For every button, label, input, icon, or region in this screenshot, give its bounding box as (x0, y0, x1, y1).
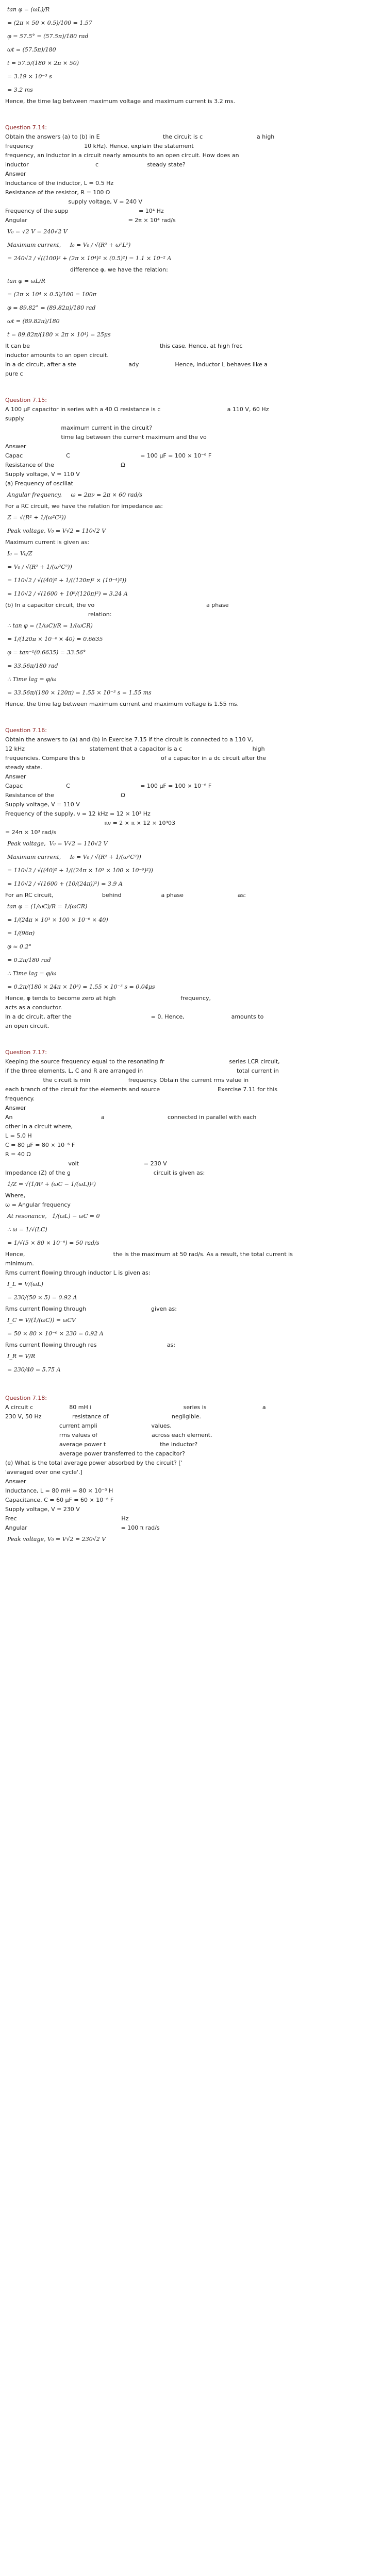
text-line: Supply voltage, V = 110 V (5, 801, 80, 808)
text-line: frequencies. Compare this b of a capacitor in a dc circuit after the (5, 755, 267, 761)
text-line: if the three elements, L, C and R are arranged in total current in (5, 1067, 279, 1074)
text-line: In a dc circuit, after a ste ady Hence, inductor L behaves like a (5, 361, 268, 368)
spacer (5, 1382, 360, 1387)
text-line: = 24π × 10³ rad/s (5, 829, 57, 836)
equation: I_R = V/R (7, 1353, 36, 1360)
equation: φ = 89.82° = (89.82π)/180 rad (7, 304, 96, 311)
text-line: difference φ, we have the relation: (5, 266, 168, 273)
text-line: relation: (5, 611, 112, 618)
text-line: Hence, the time lag between maximum voltage and maximum current is 3.2 ms. (5, 98, 236, 105)
text-line: R = 40 Ω (5, 1151, 31, 1158)
text-line: Angular = 100 π rad/s (5, 1524, 160, 1531)
equation: V₀ = √2 V = 240√2 V (7, 228, 68, 235)
equation: = 1/(96π) (7, 930, 35, 937)
text-line: each branch of the circuit for the elements and source Exercise 7.11 for this (5, 1086, 277, 1093)
equation: = 3.2 ms (7, 87, 33, 93)
equation: t = 57.5/(180 × 2π × 50) (7, 60, 79, 66)
text-line: Answer (5, 443, 26, 450)
text-line: frequency 10 kHz). Hence, explain the statement (5, 143, 194, 149)
text-line: Frequency of the supply, ν = 12 kHz = 12 × 10³ Hz (5, 810, 151, 817)
text-line: Rms current flowing through inductor L is given as: (5, 1269, 151, 1276)
text-line: the circuit is min frequency. Obtain the current rms value in (5, 1077, 249, 1083)
equation: = 110√2 / √((40)² + 1/((120π)² × (10⁻⁴)²)) (7, 577, 127, 584)
equation: = 0.2π/(180 × 24π × 10³) = 1.55 × 10⁻³ s = 0.04μs (7, 984, 155, 990)
text-line: L = 5.0 H (5, 1132, 32, 1139)
text-line: 'averaged over one cycle'.] (5, 1469, 82, 1476)
text-line: ω = Angular frequency (5, 1201, 71, 1208)
question-title: Question 7.16: (5, 727, 47, 734)
equation: = (2π × 10⁴ × 0.5)/100 = 100π (7, 291, 96, 298)
equation: At resonance, 1/(ωL) − ωC = 0 (7, 1213, 100, 1219)
equation: φ ≈ 0.2° (7, 943, 31, 950)
text-line: A circuit c 80 mH i series is a (5, 1404, 266, 1411)
text-line: other in a circuit where, (5, 1123, 73, 1130)
equation: I_C = V/(1/(ωC)) = ωCV (7, 1317, 76, 1324)
equation: ωt = (57.5π)/180 (7, 46, 56, 53)
text-line: frequency, an inductor in a circuit nearly amounts to an open circuit. How does an (5, 152, 239, 159)
equation: = 240√2 / √((100)² + (2π × 10⁴)² × (0.5)²) = 1.1 × 10⁻² A (7, 255, 172, 262)
equation: ∴ ω = 1/√(LC) (7, 1226, 47, 1233)
equation: = 230/(50 × 5) = 0.92 A (7, 1294, 77, 1301)
text-line: Frequency of the supp = 10⁴ Hz (5, 208, 164, 214)
text-line: an open circuit. (5, 1023, 49, 1029)
spacer (5, 715, 360, 720)
text-line: Hence, the time lag between maximum current and maximum voltage is 1.55 ms. (5, 701, 239, 707)
equation: φ = tan⁻¹(0.6635) = 33.56° (7, 649, 86, 656)
text-line: C = 80 μF = 80 × 10⁻⁶ F (5, 1142, 75, 1148)
spacer (5, 112, 360, 117)
text-line: volt = 230 V (5, 1160, 167, 1167)
equation: ∴ tan φ = (1/ωC)/R = 1/(ωCR) (7, 622, 93, 629)
equation: = 230/40 = 5.75 A (7, 1366, 61, 1373)
equation: ∴ Time lag = φ/ω (7, 970, 57, 977)
equation: = 1/(120π × 10⁻⁴ × 40) = 0.6635 (7, 636, 103, 642)
equation: = V₀ / √(R² + 1/(ω²C²)) (7, 564, 72, 570)
equation: I_L = V/(ωL) (7, 1281, 43, 1287)
equation: = 1/√(5 × 80 × 10⁻⁶) = 50 rad/s (7, 1240, 99, 1246)
equation: = 0.2π/180 rad (7, 957, 51, 963)
text-line: A 100 μF capacitor in series with a 40 Ω resistance is c a 110 V, 60 Hz (5, 406, 269, 413)
equation: = 3.19 × 10⁻³ s (7, 73, 52, 80)
equation: Maximum current, I₀ = V₀ / √(R² + 1/(ω²C²)) (7, 854, 141, 860)
text-line: average power t the inductor? (5, 1441, 198, 1448)
text-line: Where, (5, 1192, 26, 1199)
equation: tan φ = (ωL)/R (7, 6, 50, 13)
text-line: Supply voltage, V = 110 V (5, 471, 80, 478)
equation: Peak voltage, V₀ = V√2 = 230√2 V (7, 1536, 106, 1543)
text-line: Maximum current is given as: (5, 539, 90, 546)
text-line: Answer (5, 1478, 26, 1485)
equation: Peak voltage, V₀ = V√2 = 110√2 V (7, 840, 108, 847)
equation: 1/Z = √(1/R² + (ωC − 1/(ωL))²) (7, 1181, 96, 1188)
equation: ωt = (89.82π)/180 (7, 318, 60, 325)
text-line: Answer (5, 1105, 26, 1111)
question-title: Question 7.17: (5, 1049, 47, 1056)
equation: Angular frequency, ω = 2πν = 2π × 60 rad/s (7, 492, 142, 498)
text-line: Capac C = 100 μF = 100 × 10⁻⁶ F (5, 783, 212, 789)
text-line: Inductance of the inductor, L = 0.5 Hz (5, 180, 114, 187)
text-line: It can be this case. Hence, at high frec (5, 343, 243, 349)
equation: = 33.56π/(180 × 120π) = 1.55 × 10⁻³ s = 1.55 ms (7, 689, 152, 696)
text-line: Capac C = 100 μF = 100 × 10⁻⁶ F (5, 452, 212, 459)
equation: tan φ = (1/ωC)/R = 1/(ωCR) (7, 903, 88, 910)
text-line: For a RC circuit, we have the relation for impedance as: (5, 503, 163, 510)
equation: = 33.56π/180 rad (7, 663, 58, 669)
text-line: In a dc circuit, after the = 0. Hence, amounts to (5, 1013, 264, 1020)
text-line: rms values of across each element. (5, 1432, 212, 1438)
text-line: average power transferred to the capacitor? (5, 1450, 185, 1457)
equation: = 50 × 80 × 10⁻⁶ × 230 = 0.92 A (7, 1330, 104, 1337)
text-line: Rms current flowing through res as: (5, 1342, 175, 1348)
text-line: current ampli values. (5, 1422, 172, 1429)
equation: Peak voltage, V₀ = V√2 = 110√2 V (7, 528, 106, 534)
spacer (5, 384, 360, 389)
text-line: (e) What is the total average power absorbed by the circuit? [' (5, 1460, 182, 1466)
text-line: inductor amounts to an open circuit. (5, 352, 109, 359)
spacer (5, 1037, 360, 1042)
text-line: supply. (5, 415, 25, 422)
text-line: steady state. (5, 764, 42, 771)
question-title: Question 7.18: (5, 1395, 47, 1401)
equation: Maximum current, I₀ = V₀ / √(R² + ω²L²) (7, 242, 131, 248)
text-line: minimum. (5, 1260, 34, 1267)
equation: ∴ Time lag = φ/ω (7, 676, 57, 683)
text-line: inductor c steady state? (5, 161, 186, 168)
equation: Z = √(R² + 1/(ω²C²)) (7, 514, 66, 521)
text-line: For an RC circuit, behind a phase as: (5, 892, 246, 899)
equation: tan φ = ωL/R (7, 278, 45, 284)
text-line: (a) Frequency of oscillat (5, 480, 73, 487)
text-line: Resistance of the Ω (5, 462, 125, 468)
text-line: Obtain the answers to (a) and (b) in Exercise 7.15 if the circuit is connected to a 110 V, (5, 736, 254, 743)
equation: = (2π × 50 × 0.5)/100 = 1.57 (7, 20, 92, 26)
text-line: (b) In a capacitor circuit, the vo a phase (5, 602, 229, 608)
text-line: Impedance (Z) of the g circuit is given as: (5, 1170, 205, 1176)
equation: I₀ = V₀/Z (7, 550, 32, 557)
text-line: acts as a conductor. (5, 1004, 62, 1011)
equation: = 1/(24π × 10³ × 100 × 10⁻⁶ × 40) (7, 917, 108, 923)
text-line: Answer (5, 773, 26, 780)
text-line: supply voltage, V = 240 V (5, 198, 142, 205)
text-line: Angular = 2π × 10⁴ rad/s (5, 217, 176, 224)
text-line: Resistance of the Ω (5, 792, 125, 799)
question-title: Question 7.14: (5, 124, 47, 131)
text-line: pure c (5, 370, 23, 377)
text-line: An a connected in parallel with each (5, 1114, 257, 1121)
text-line: Rms current flowing through given as: (5, 1306, 177, 1312)
text-line: Inductance, L = 80 mH = 80 × 10⁻³ H (5, 1487, 113, 1494)
text-line: Hence, φ tends to become zero at high frequency, (5, 995, 211, 1002)
text-line: πν = 2 × π × 12 × 10³03 (5, 820, 175, 826)
text-line: Supply voltage, V = 230 V (5, 1506, 80, 1513)
question-title: Question 7.15: (5, 397, 47, 403)
text-line: 12 kHz statement that a capacitor is a c high (5, 745, 265, 752)
text-line: time lag between the current maximum and the vo (5, 434, 207, 440)
equation: = 110√2 / √(1600 + (10/(24π))²) = 3.9 A (7, 880, 123, 887)
text-line: Obtain the answers (a) to (b) in E the circuit is c a high (5, 133, 275, 140)
text-line: Resistance of the resistor, R = 100 Ω (5, 189, 110, 196)
text-line: Capacitance, C = 60 μF = 60 × 10⁻⁶ F (5, 1497, 114, 1503)
equation: = 110√2 / √((40)² + 1/((24π × 10³ × 100 × 10⁻⁶)²)) (7, 867, 153, 874)
text-line: 230 V, 50 Hz resistance of negligible. (5, 1413, 202, 1420)
text-line: Keeping the source frequency equal to the resonating fr series LCR circuit, (5, 1058, 280, 1065)
text-line: Hence, the is the maximum at 50 rad/s. As a result, the total current is (5, 1251, 293, 1258)
text-line: maximum current in the circuit? (5, 425, 153, 431)
text-line: Frec Hz (5, 1515, 129, 1522)
equation: φ = 57.5° = (57.5π)/180 rad (7, 33, 89, 40)
text-line: Answer (5, 171, 26, 177)
equation: t = 89.82π/(180 × 2π × 10⁴) = 25μs (7, 331, 111, 338)
equation: = 110√2 / √(1600 + 10⁸/(120π)²) = 3.24 A (7, 590, 128, 597)
text-line: frequency. (5, 1095, 35, 1102)
